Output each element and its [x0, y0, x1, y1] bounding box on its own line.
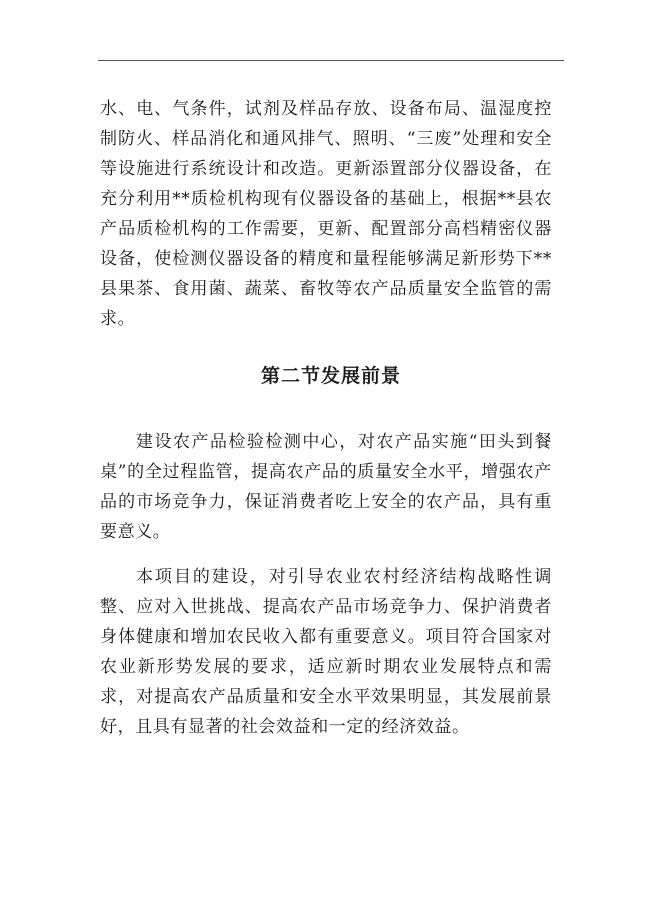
paragraph-testing-center: 建设农产品检验检测中心，对农产品实施“田头到餐桌”的全过程监管，提高农产品的质量安全水平，增强农产品的市场竞争力，保证消费者吃上安全的农产品，具有重要意义。	[100, 432, 552, 542]
paragraph-facility-design: 水、电、气条件，试剂及样品存放、设备布局、温湿度控制防火、样品消化和通风排气、照明、“三废”处理和安全等设施进行系统设计和改造。更新添置部分仪器设备，在充分利用**质检机构现有仪器设备的基础上，根据**县农产品质检机构的工作需要，更新、配置部分高档精密仪器设备，使检测仪器设备的精度和量程能够满足新形势下**县果茶、食用菌、蔬菜、畜牧等农产品质量安全监管的需求。	[100, 99, 552, 329]
section-title: 第二节发展前景	[260, 365, 401, 387]
paragraph-project-significance: 本项目的建设，对引导农业农村经济结构战略性调整、应对入世挑战、提高农产品市场竞争力、保护消费者身体健康和增加农民收入都有重要意义。项目符合国家对农业新形势发展的要求，适应新时期农业发展特点和需求，对提高农产品质量和安全水平效果明显，其发展前景好，且具有显著的社会效益和一定的经济效益。	[100, 567, 552, 737]
header-rule	[98, 60, 564, 61]
